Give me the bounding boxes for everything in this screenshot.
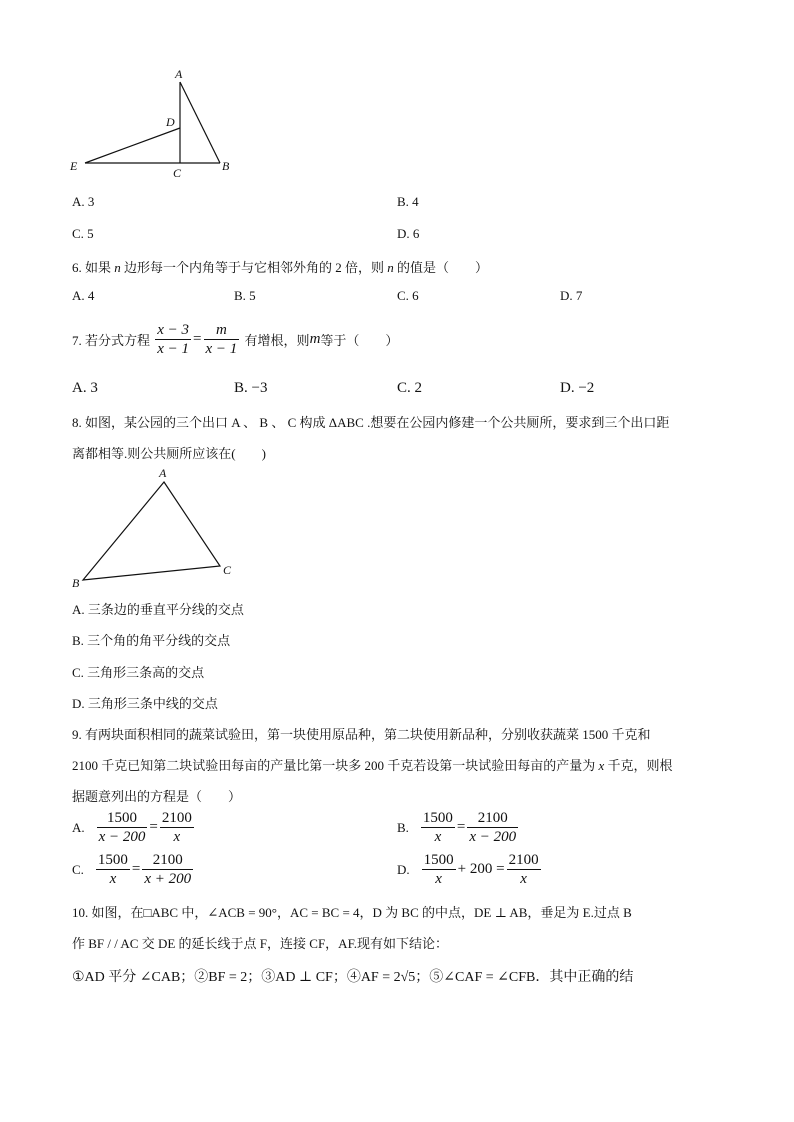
q8-stem-line-1: 8. 如图，某公园的三个出口 A 、 B 、 C 构成 ΔABC .想要在公园内修建一个公共厕所，要求到三个出口距 [72,415,670,430]
q6-text-1: 6. 如果 [72,260,115,275]
label-A: A [175,67,183,81]
q9-a-right-fraction [160,810,194,845]
q9-c-right-fraction [142,852,193,887]
q6-var-n: n [114,260,121,275]
q9-stem-line-2 [72,755,673,774]
label-E: E [70,159,78,173]
q7-f2-den: x − 1 [205,341,238,357]
q7-text-3: 等于（ ） [320,333,399,348]
q9-b-right-fraction [467,810,518,845]
q9-b-left-fraction [421,810,455,845]
q9-a-right-den: x [173,829,181,845]
q9-a-label: A. [72,819,85,835]
figure-q8 [62,464,252,589]
q9-d-label: D. [397,861,410,877]
q9-b-left-num: 1500 [422,810,453,826]
q6-option-b: B. 5 [234,288,256,303]
q9-c-left-num: 1500 [97,852,128,868]
q9-b-label: B. [397,819,409,835]
q8-option-d: D. 三角形三条中线的交点 [72,696,218,711]
q9-d-left-den: x [435,871,442,887]
q5-option-b: B. 4 [397,194,419,209]
label-C: C [173,166,182,180]
q7-f2-num: m [204,322,240,340]
q7-option-a: A. 3 [72,380,98,396]
figure-q5 [60,62,250,182]
q9-a-left-num: 1500 [97,810,148,828]
label-C: C [223,563,232,577]
q9-var-x: x [598,758,605,773]
q9-a-equals: = [149,819,158,835]
q10-stem-line-1: 10. 如图，在□ABC 中，∠ACB = 90°，AC = BC = 4，D 为 BC 的中点，DE ⊥ AB，垂足为 E.过点 B [72,905,632,920]
q7-var-m: m [309,331,321,347]
q7-text-1: 7. 若分式方程 [72,333,151,348]
q6-option-d: D. 7 [560,288,583,303]
q7-equals: = [193,331,202,347]
q9-stem-line-1: 9. 有两块面积相同的蔬菜试验田，第一块使用原品种，第二块使用新品种，分别收获蔬菜 1500 千克和 [72,727,651,742]
q7-stem [72,322,398,357]
q9-option-d [397,852,543,887]
q5-option-d: D. 6 [397,226,420,241]
q9-c-right-num: 2100 [142,852,193,870]
q7-option-d: D. −2 [560,380,595,396]
q7-f1-num: x − 3 [157,322,190,338]
q7-fraction-right [204,322,240,357]
q9-c-left-den: x [109,871,117,887]
q9-c-left-fraction [96,852,130,887]
q6-text-2: 边形每一个内角等于与它相邻外角的 2 倍，则 [120,260,388,275]
label-A: A [159,466,167,480]
q9-c-label: C. [72,861,84,877]
q10-stem-line-3: ①AD 平分 ∠CAB；②BF = 2；③AD ⊥ CF；④AF = 2√5；⑤∠CAF = ∠CFB．其中正确的结 [72,970,634,985]
q5-option-a: A. 3 [72,194,95,209]
q8-stem-line-2: 离都相等.则公共厕所应该在( ) [72,446,266,461]
q9-option-b [397,810,520,845]
q9-option-c [72,852,195,887]
q9-a-left-fraction [97,810,148,845]
triangle-ABC [83,482,220,580]
segment-ED [85,128,180,163]
q9-b-left-den: x [434,829,442,845]
q7-option-b: B. −3 [234,380,268,396]
label-B: B [222,159,230,173]
label-B: B [72,576,80,589]
q7-text-2: 有增根，则 [244,333,310,348]
q9-b-equals: = [456,819,466,835]
q8-option-c: C. 三角形三条高的交点 [72,665,205,680]
q9-text-2a: 2100 千克已知第二块试验田每亩的产量比第一块多 200 千克若设第一块试验田每亩的产量为 [72,758,599,773]
q9-stem-line-3: 据题意列出的方程是（ ） [72,789,242,804]
q6-var-n2: n [387,260,394,275]
q10-stem-line-2: 作 BF / / AC 交 DE 的延长线于点 F，连接 CF，AF.现有如下结论： [72,936,449,951]
q5-option-c: C. 5 [72,226,94,241]
q9-d-right-num: 2100 [508,852,539,868]
segment-AB [180,82,220,163]
q9-b-right-den: x − 200 [469,829,517,845]
q9-d-left-fraction [422,852,456,887]
q7-fraction-left [155,322,191,357]
q9-a-right-num: 2100 [161,810,192,826]
q8-option-b: B. 三个角的角平分线的交点 [72,633,231,648]
q8-option-a: A. 三条边的垂直平分线的交点 [72,602,244,617]
q9-d-right-den: x [520,871,527,887]
q9-d-left-num: 1500 [423,852,454,868]
q7-option-c: C. 2 [397,380,423,396]
q6-text-3: 的值是（ ） [393,260,489,275]
q7-f1-den: x − 1 [157,341,190,357]
q9-d-plus: + 200 = [457,861,505,877]
q6-option-a: A. 4 [72,288,95,303]
q9-a-left-den: x − 200 [98,829,146,845]
q9-c-equals: = [131,861,141,877]
label-D: D [166,115,175,129]
q6-stem [72,257,488,276]
q6-option-c: C. 6 [397,288,419,303]
q9-d-right-fraction [507,852,541,887]
q9-c-right-den: x + 200 [144,871,192,887]
q9-text-2b: 千克，则根 [604,758,673,773]
q9-option-a [72,810,196,845]
q9-b-right-num: 2100 [467,810,518,828]
